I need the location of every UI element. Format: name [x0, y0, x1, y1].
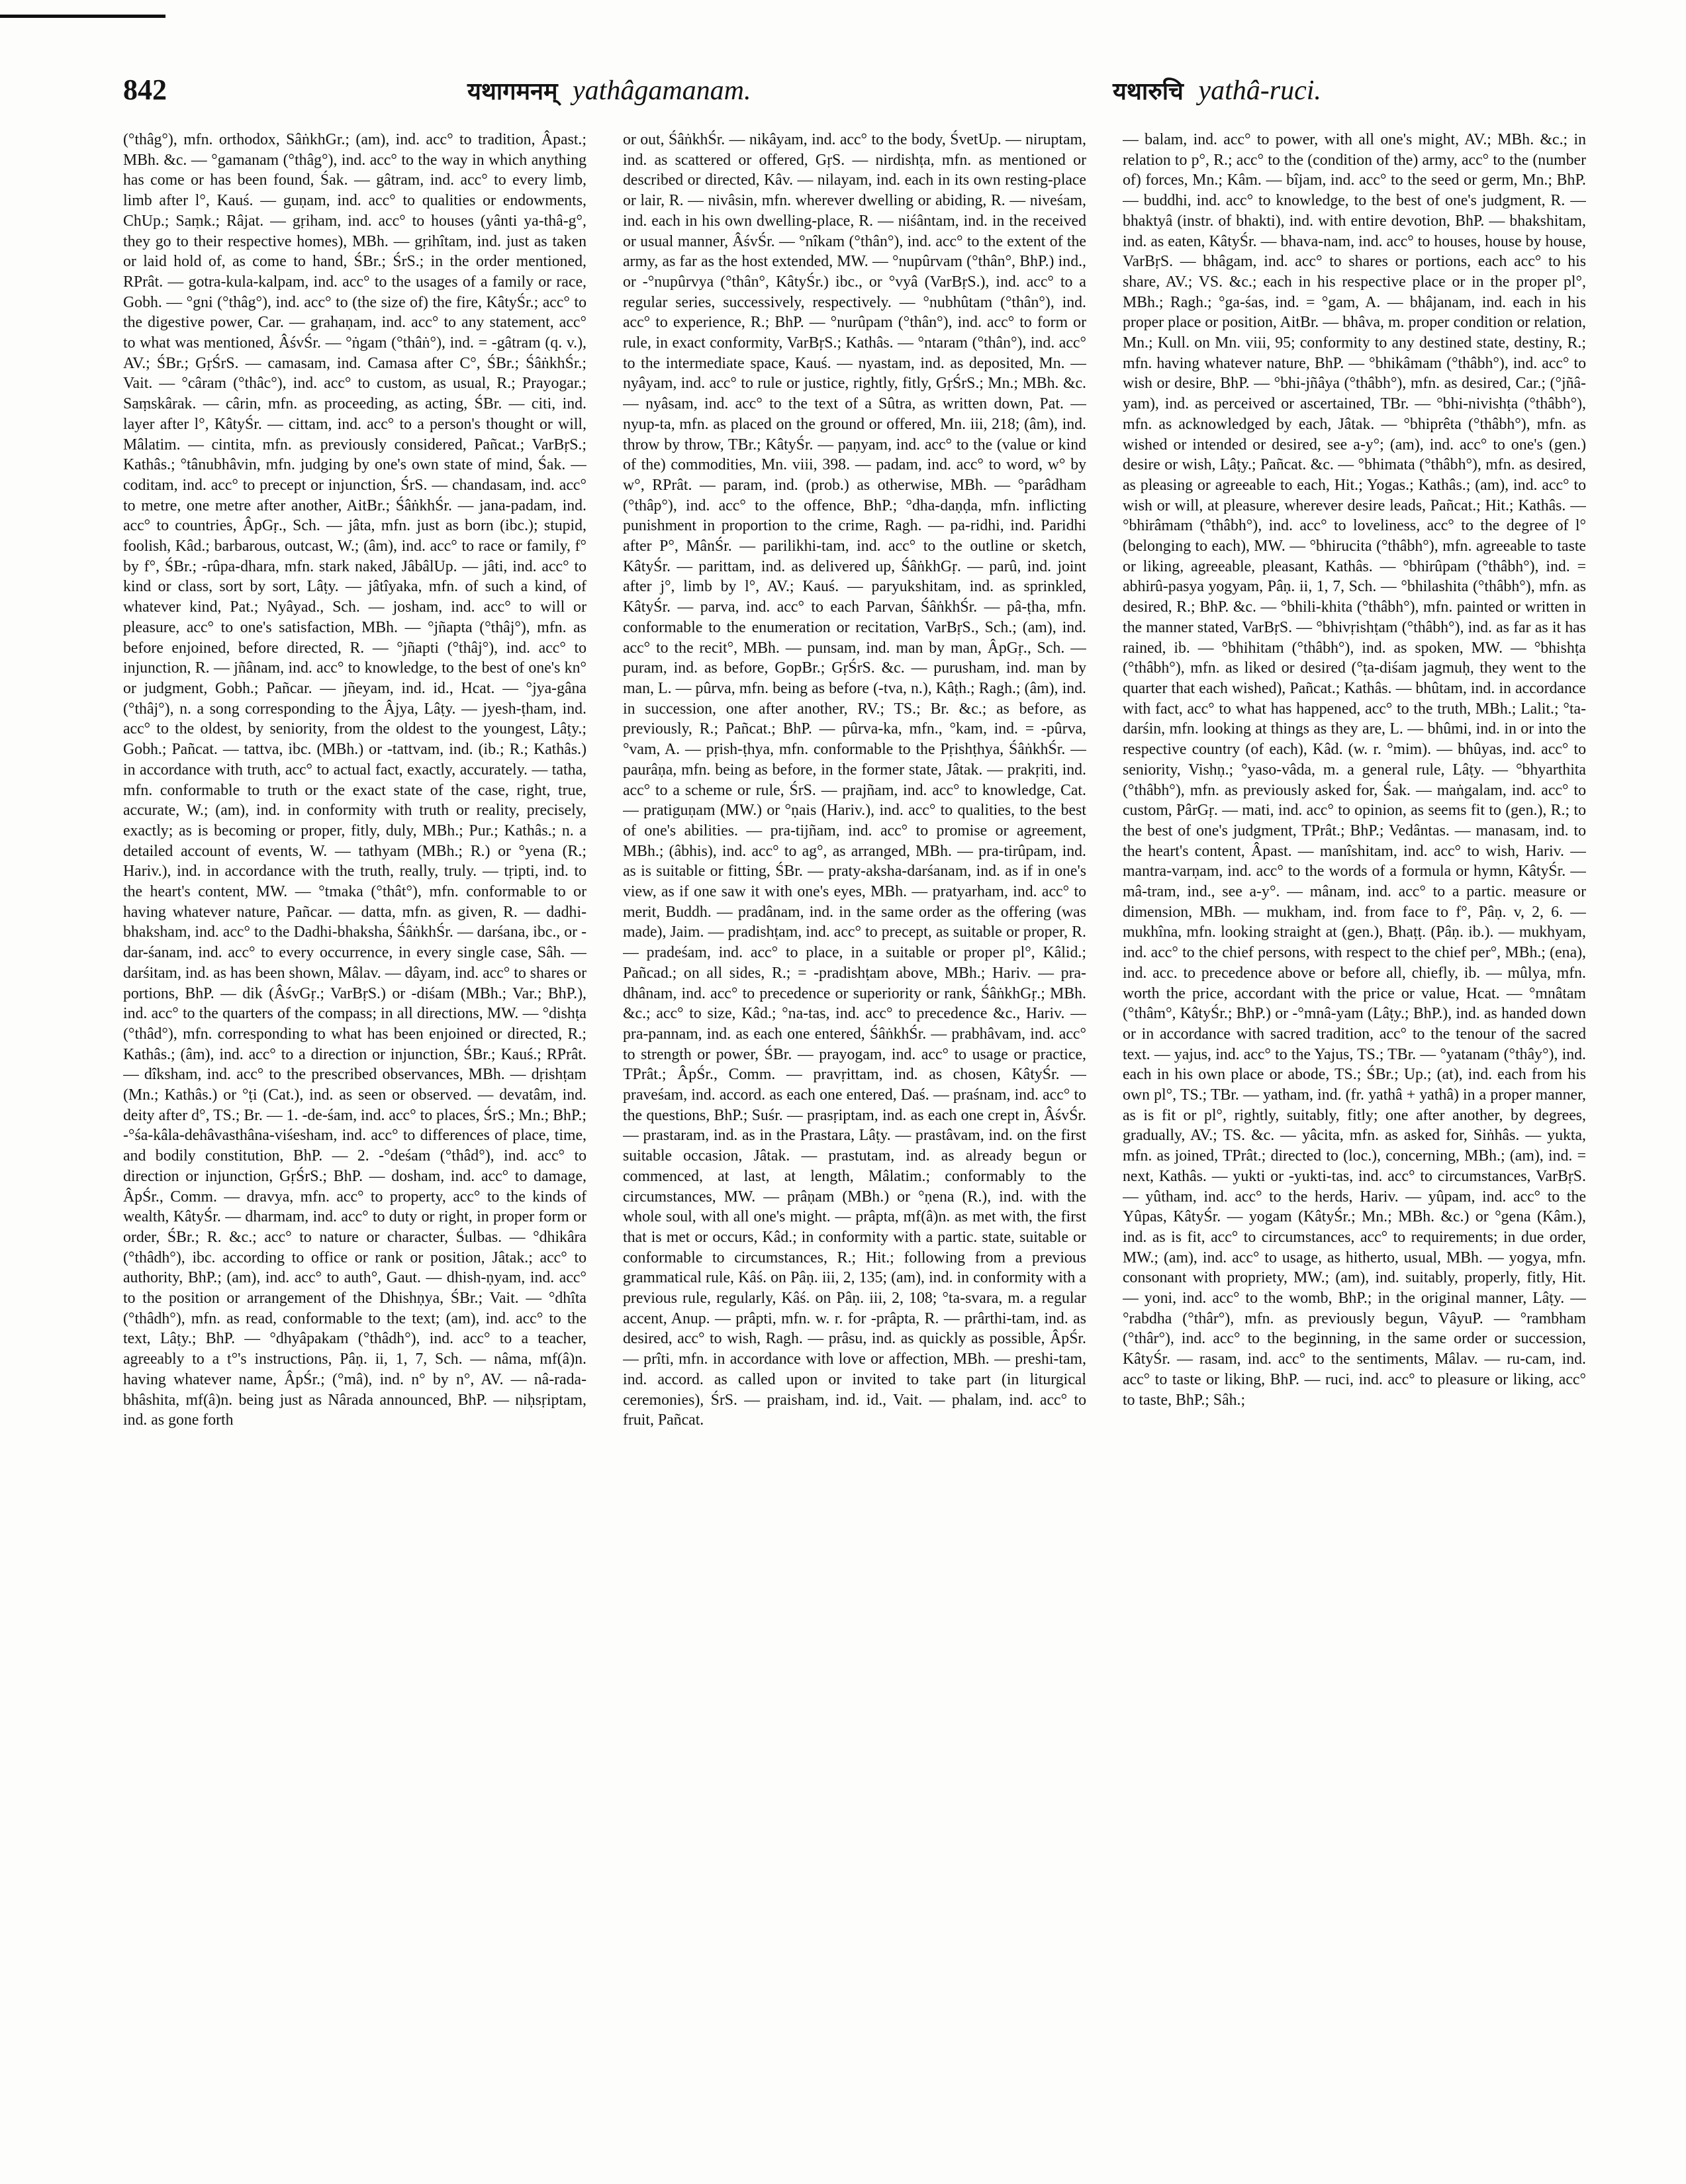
left-head-devanagari: यथागमनम् — [467, 78, 558, 105]
column-1 — [123, 130, 586, 2156]
page-header — [123, 73, 1586, 119]
top-rule — [0, 15, 165, 18]
page-number: 842 — [123, 73, 167, 106]
column-2-text: or out, ŚâṅkhŚr. — nikâyam, ind. acc° to the body, ŚvetUp. — niruptam, ind. as scattered or offered, GṛS. — nirdishṭa, mfn. as mentioned or described or directed, Kâv. — nilayam, ind. each in its own resting-place or lair, R. — nivâsin, mfn. wherever dwelling or abiding, R. — niveśam, ind. each in his own dwelling-place, R. — niśântam, ind. in the received or usual manner, ÂśvŚr. — °nîkam (°thân°), ind. acc° to the extent of the army, as far as the host extended, MW. — °nupûrvam (°thân°, BhP.) ind., or -°nupûrvya (°thân°, KâtyŚr.) ibc., or °vyâ (VarBṛS.), ind. acc° to a regular series, successively, respectively. — °nubhûtam (°thân°), ind. acc° to experience, R.; BhP. — °nurûpam (°thân°), ind. acc° to form or rule, in exact conformity, VarBṛS.; Kathâs. — °ntaram (°thân°), ind. acc° to the intermediate space, Kauś. — nyastam, ind. as deposited, Mn. — nyâyam, ind. acc° to rule or justice, rightly, fitly, GṛŚrS.; Mn.; MBh. &c. — nyâsam, ind. acc° to the text of a Sûtra, as written down, Pat. — nyup-ta, mfn. as placed on the ground or offered, Mn. iii, 218; (âm), ind. throw by throw, TBr.; KâtyŚr. — paṇyam, ind. acc° to the (value or kind of the) commodities, Mn. viii, 398. — padam, ind. acc° to word, w° by w°, RPrât. — param, ind. (prob.) as otherwise, MBh. — °parâdham (°thâp°), ind. acc° to the offence, BhP.; °dha-daṇḍa, mfn. inflicting punishment in proportion to the crime, Ragh. — pa-ridhi, ind. Paridhi after P°, MânŚr. — parilikhi-tam, ind. acc° to the outline or sketch, KâtyŚr. — parittam, ind. as delivered up, ŚâṅkhGṛ. — parû, ind. joint after j°, limb by l°, AV.; Kauś. — paryukshitam, ind. as sprinkled, KâtyŚr. — parva, ind. acc° to each Parvan, ŚâṅkhŚr. — pâ-ṭha, mfn. conformable to the enumeration or recitation, VarBṛS., Sch.; (am), ind. acc° to the recit°, MBh. — punsam, ind. man by man, ÂpGṛ., Sch. — puram, ind. as before, GopBr.; GṛŚrS. &c. — purusham, ind. man by man, L. — pûrva, mfn. being as before (-tva, n.), Kâṭh.; Ragh.; (âm), ind. in succession, one after another, RV.; TS.; Br. &c.; as before, as previously, R.; Pañcat.; BhP. — pûrva-ka, mfn., °kam, ind. = -pûrva, °vam, A. — pṛish-ṭhya, mfn. conformable to the Pṛishṭhya, ŚâṅkhŚr. — paurâṇa, mfn. being as before, in the former state, Jâtak. — prakṛiti, ind. acc° to a scheme or rule, ŚrS. — prajñam, ind. acc° to knowledge, Cat. — pratiguṇam (MW.) or °ṇais (Hariv.), ind. acc° to qualities, to the best of one's abilities. — pra-tijñam, ind. acc° to promise or agreement, MBh.; (âbhis), ind. acc° to ag°, as arranged, MBh. — pra-tirûpam, ind. as is suitable or fitting, ŚBr. — praty-aksha-darśanam, ind. as if in one's view, as if one saw it with one's eyes, MBh. — pratyarham, ind. acc° to merit, Buddh. — pradânam, ind. in the same order as the offering (was made), Jaim. — pradishṭam, ind. acc° to precept, as suitable or proper, R. — pradeśam, ind. acc° to place, in a suitable or proper pl°, Kâlid.; Pañcad.; on all sides, R.; = -pradishṭam above, MBh.; Hariv. — pra-dhânam, ind. acc° to precedence or superiority or rank, ŚâṅkhGṛ.; MBh. &c.; acc° to size, Kâd.; °na-tas, ind. acc° to precedence &c., Hariv. — pra-pannam, ind. as each one entered, ŚâṅkhŚr. — prabhâvam, ind. acc° to strength or power, ŚBr. — prayogam, ind. acc° to usage or practice, TPrât.; ÂpŚr., Comm. — pravṛittam, ind. as chosen, KâtyŚr. — praveśam, ind. accord. as each one entered, Daś. — praśnam, ind. acc° to the questions, BhP.; Suśr. — prasṛiptam, ind. as each one crept in, ÂśvŚr. — prastaram, ind. as in the Prastara, Lâṭy. — prastâvam, ind. on the first suitable occasion, Jâtak. — prastutam, ind. as already begun or commenced, at last, at length, Mâlatim.; conformably to the circumstances, MW. — prâṇam (MBh.) or °ṇena (R.), ind. with the whole soul, with all one's might. — prâpta, mf(â)n. as met with, the first that is met or occurs, Kâd.; in conformity with a partic. state, suitable or conformable to circumstances, R.; Hit.; following from a previous grammatical rule, Kâś. on Pâṇ. iii, 2, 135; (am), ind. in conformity with a previous rule, regularly, Kâś. on Pâṇ. iii, 2, 108; °ta-svara, m. a regular accent, Anup. — prâpti, mfn. w. r. for -prâpta, R. — prârthi-tam, ind. as desired, acc° to wish, Ragh. — prâsu, ind. as quickly as possible, ÂpŚr. — prîti, mfn. in accordance with love or affection, MBh. — preshi-tam, ind. accord. as called upon or invited to take part (in liturgical ceremonies), ŚrS. — praisham, ind. id., Vait. — phalam, ind. acc° to fruit, Pañcat. — [623, 131, 1086, 1429]
dictionary-columns — [123, 130, 1586, 2162]
column-3-text: — balam, ind. acc° to power, with all one's might, AV.; MBh. &c.; in relation to p°, R.; acc° to the (condition of the) army, acc° to the (number of) forces, Mn.; Kâm. — bîjam, ind. acc° to the seed or germ, Mn.; BhP. — buddhi, ind. acc° to knowledge, to the best of one's judgment, R. — bhaktyâ (instr. of bhakti), ind. with entire devotion, BhP. — bhakshitam, ind. as eaten, KâtyŚr. — bhava-nam, ind. acc° to houses, house by house, VarBṛS. — bhâgam, ind. acc° to shares or portions, each acc° to his share, AV.; VS. &c.; each in his respective place or in the proper pl°, MBh.; Ragh.; °ga-śas, ind. = °gam, A. — bhâjanam, ind. each in his proper place or position, AitBr. — bhâva, m. proper condition or relation, Mn.; Kull. on Mn. viii, 95; conformity to any destined state, destiny, R.; mfn. having whatever nature, BhP. — °bhikâmam (°thâbh°), ind. acc° to wish or desire, BhP. — °bhi-jñâya (°thâbh°), mfn. as desired, Car.; (°jñâ-yam), ind. as perceived or ascertained, TBr. — °bhi-nivishṭa (°thâbh°), mfn. as acknowledged by each, Jâtak. — °bhiprêta (°thâbh°), mfn. as wished or intended or desired, see a-y°; (am), ind. acc° to one's (gen.) desire or wish, Lâṭy.; Pañcat. &c. — °bhimata (°thâbh°), mfn. as desired, as pleasing or agreeable to each, Hit.; Yogas.; Kathâs.; (am), ind. acc° to wish or will, at pleasure, wherever desire leads, Pañcat.; Hit.; Kathâs. — °bhirâmam (°thâbh°), ind. acc° to loveliness, acc° to the degree of l° (belonging to each), MW. — °bhirucita (°thâbh°), mfn. agreeable to taste or liking, agreeable, pleasant, Kathâs. — °bhirûpam (°thâbh°), ind. = abhirû-pasya yogyam, Pâṇ. ii, 1, 7, Sch. — °bhilashita (°thâbh°), mfn. as desired, R.; BhP. &c. — °bhili-khita (°thâbh°), mfn. painted or written in the manner stated, VarBṛS. — °bhivṛishṭam (°thâbh°), ind. as far as it has rained, ib. — °bhihitam (°thâbh°), ind. as spoken, MW. — °bhishṭa (°thâbh°), mfn. as liked or desired (°ṭa-diśam jagmuḥ, they went to the quarter that each wished), Pañcat.; Kathâs. — bhûtam, ind. in accordance with fact, acc° to what has happened, acc° to the truth, MBh.; Lalit.; °ta-darśin, mfn. looking at things as they are, L. — bhûmi, ind. in or into the respective country (of each), Kâd. (w. r. °mim). — bhûyas, ind. acc° to seniority, Vishṇ.; °yaso-vâda, m. a general rule, Lâṭy. — °bhyarthita (°thâbh°), mfn. as previously asked for, Śak. — maṅgalam, ind. acc° to custom, PârGṛ. — mati, ind. acc° to opinion, as seems fit to (gen.), R.; to the best of one's judgment, TPrât.; BhP.; Vedântas. — manasam, ind. to the heart's content, Âpast. — manîshitam, ind. acc° to wish, Hariv. — mantra-varṇam, ind. acc° to the words of a formula or hymn, KâtyŚr. — mâ-tram, ind., see a-y°. — mânam, ind. acc° to a partic. measure or dimension, MBh. — mukham, ind. from face to f°, Pâṇ. v, 2, 6. — mukhîna, mfn. looking straight at (gen.), Bhaṭṭ. (Pâṇ. ib.). — mukhyam, ind. acc° to the chief persons, with respect to the chief per°, MBh.; (ena), ind. acc. to precedence above or before all, chiefly, ib. — mûlya, mfn. worth the price, accordant with the price or value, Hcat. — °mnâtam (°thâm°, KâtyŚr.; BhP.) or -°mnâ-yam (Lâṭy.; BhP.), ind. as handed down or in accordance with sacred tradition, acc° to the tenour of the sacred text. — yajus, ind. acc° to the Yajus, TS.; TBr. — °yatanam (°thây°), ind. each in his own place or abode, TS.; ŚBr.; Up.; (at), ind. each from his own pl°, TS.; TBr. — yatham, ind. (fr. yathâ + yathâ) in a proper manner, as is fit or pl°, rightly, suitably, fitly; one after another, by degrees, gradually, AV.; TS. &c. — yâcita, mfn. as asked for, Siṅhâs. — yukta, mfn. as joined, TPrât.; directed to (loc.), concerning, MBh.; (am), ind. = next, Kathâs. — yukti or -yukti-tas, ind. acc° to circumstances, VarBṛS. — yûtham, ind. acc° to the herds, Hariv. — yûpam, ind. acc° to the Yûpas, KâtyŚr. — yogam (KâtyŚr.; Mn.; MBh. &c.) or °gena (Kâm.), ind. as is fit, acc° to circumstances, acc° to requirements; in due order, MW.; (am), ind. acc° to usage, as hitherto, usual, MBh. — yogya, mfn. consonant with propriety, MW.; (am), ind. suitably, properly, fitly, Hit. — yoni, ind. acc° to the womb, BhP.; in the original manner, Lâṭy. — °rabdha (°thâr°), mfn. as previously begun, VâyuP. — °rambham (°thâr°), ind. acc° to the beginning, in the same order or succession, KâtyŚr. — rasam, ind. acc° to the sentiments, Mâlav. — ru-cam, ind. acc° to taste or liking, BhP. — ruci, ind. acc° to pleasure or liking, acc° to taste, BhP.; Sâh.; — [1123, 131, 1586, 1409]
right-head-devanagari: यथारुचि — [1113, 78, 1184, 105]
column-3 — [1123, 130, 1586, 2156]
column-1-text: (°thâg°), mfn. orthodox, SâṅkhGr.; (am), ind. acc° to tradition, Âpast.; MBh. &c. — °gamanam (°thâg°), ind. acc° to the way in which anything has come or has been found, Śak. — gâtram, ind. acc° to every limb, limb after l°, Kauś. — guṇam, ind. acc° to qualities or endowments, ChUp.; Saṃk.; Râjat. — gṛiham, ind. acc° to houses (yânti ya-thâ-g°, they go to their respective homes), MBh. — gṛihîtam, ind. just as taken or laid hold of, as come to hand, ŚBr.; ŚrS.; in the order mentioned, RPrât. — gotra-kula-kalpam, ind. acc° to the usages of a family or race, Gobh. — °gni (°thâg°), ind. acc° to (the size of) the fire, KâtyŚr.; acc° to the digestive power, Car. — grahaṇam, ind. acc° to any statement, acc° to what was mentioned, ÂśvŚr. — °ṅgam (°thâṅ°), ind. = -gâtram (q. v.), AV.; ŚBr.; GṛŚrS. — camasam, ind. Camasa after C°, ŚBr.; ŚâṅkhŚr.; Vait. — °câram (°thâc°), ind. acc° to custom, as usual, R.; Prayogar.; Saṃskârak. — cârin, mfn. as proceeding, as acting, ŚBr. — citi, ind. layer after l°, KâtyŚr. — cittam, ind. acc° to a person's thought or will, Mâlatim. — cintita, mfn. as previously considered, Pañcat.; VarBṛS.; Kathâs.; °tânubhâvin, mfn. judging by one's own state of mind, Śak. — coditam, ind. acc° to precept or injunction, ŚrS. — chandasam, ind. acc° to metre, one metre after another, AitBr.; ŚâṅkhŚr. — jana-padam, ind. acc° to countries, ÂpGṛ., Sch. — jâta, mfn. just as born (ibc.); stupid, foolish, Kâd.; barbarous, outcast, W.; (âm), ind. acc° to race or family, f° by f°, ŚBr.; -rûpa-dhara, mfn. stark naked, JâbâlUp. — jâti, ind. acc° to kind or class, sort by sort, Lâṭy. — jâtîyaka, mfn. of such a kind, of whatever kind, Pat.; Nyâyad., Sch. — josham, ind. acc° to will or pleasure, acc° to one's satisfaction, MBh. — °jñapta (°thâj°), mfn. as before enjoined, before directed, R. — °jñapti (°thâj°), ind. acc° to injunction, R. — jñânam, ind. acc° to knowledge, to the best of one's kn° or judgment, Gobh.; Pañcar. — jñeyam, ind. id., Hcat. — °jya-gâna (°thâj°), n. a song corresponding to the Âjya, Lâṭy. — jyesh-ṭham, ind. acc° to the oldest, by seniority, from the oldest to the youngest, Lâṭy.; Gobh.; Pañcat. — tattva, ibc. (MBh.) or -tattvam, ind. (ib.; R.; Kathâs.) in accordance with truth, acc° to actual fact, exactly, accurately. — tatha, mfn. conformable to truth or the exact state of the case, right, true, accurate, W.; (am), ind. in conformity with truth or reality, precisely, exactly; as is becoming or proper, fitly, duly, MBh.; Pur.; Kathâs.; n. a detailed account of events, W. — tathyam (MBh.; R.) or °yena (R.; Hariv.), ind. in accordance with the truth, really, truly. — tṛipti, ind. to the heart's content, MW. — °tmaka (°thât°), mfn. conformable to or having whatever nature, Pañcar. — datta, mfn. as given, R. — dadhi-bhaksham, ind. acc° to the Dadhi-bhaksha, ŚâṅkhŚr. — darśana, ibc., or -dar-śanam, ind. acc° to every occurrence, in every single case, Sâh. — darśitam, ind. as has been shown, Mâlav. — dâyam, ind. acc° to shares or portions, BhP. — dik (ÂśvGṛ.; VarBṛS.) or -diśam (MBh.; Var.; BhP.), ind. acc° to the quarters of the compass; in all directions, MW. — °dishṭa (°thâd°), mfn. corresponding to what has been enjoined or directed, R.; Kathâs.; (âm), ind. acc° to a direction or injunction, ŚBr.; Kauś.; RPrât. — dîksham, ind. acc° to the prescribed observances, MBh. — dṛishṭam (Mn.; Kathâs.) or °ṭi (Cat.), ind. as seen or observed. — devatâm, ind. deity after d°, TS.; Br. — 1. -de-śam, ind. acc° to places, ŚrS.; Mn.; BhP.; -°śa-kâla-dehâvasthâna-viśesham, ind. acc° to differences of place, time, and bodily constitution, BhP. — 2. -°deśam (°thâd°), ind. acc° to direction or injunction, GṛŚrS.; BhP. — dosham, ind. acc° to damage, ÂpŚr., Comm. — dravya, mfn. acc° to property, acc° to the kinds of wealth, KâtyŚr. — dharmam, ind. acc° to duty or right, in proper form or order, ŚBr.; R. &c.; acc° to nature or character, Śulbas. — °dhikâra (°thâdh°), ibc. according to office or rank or position, Jâtak.; acc° to authority, BhP.; (am), ind. acc° to auth°, Gaut. — dhish-ṇyam, ind. acc° to the position or arrangement of the Dhishṇya, ŚBr.; Vait. — °dhîta (°thâdh°), mfn. as read, conformable to the text; (am), ind. acc° to the text, Lâṭy.; BhP. — °dhyâpakam (°thâdh°), ind. acc° to a teacher, agreeably to a t°'s instructions, Pâṇ. ii, 1, 7, Sch. — nâma, mf(â)n. having whatever name, ÂpŚr.; (°mâ), ind. n° by n°, AV. — nâ-rada-bhâshita, mf(â)n. being just as Nârada announced, BhP. — niḥsṛiptam, ind. as gone forth — [123, 131, 586, 1429]
left-head-latin: yathâgamanam. — [573, 75, 751, 106]
right-running-head — [1113, 74, 1321, 107]
left-running-head — [467, 74, 751, 107]
column-2 — [623, 130, 1086, 2156]
right-head-latin: yathâ-ruci. — [1198, 75, 1321, 106]
